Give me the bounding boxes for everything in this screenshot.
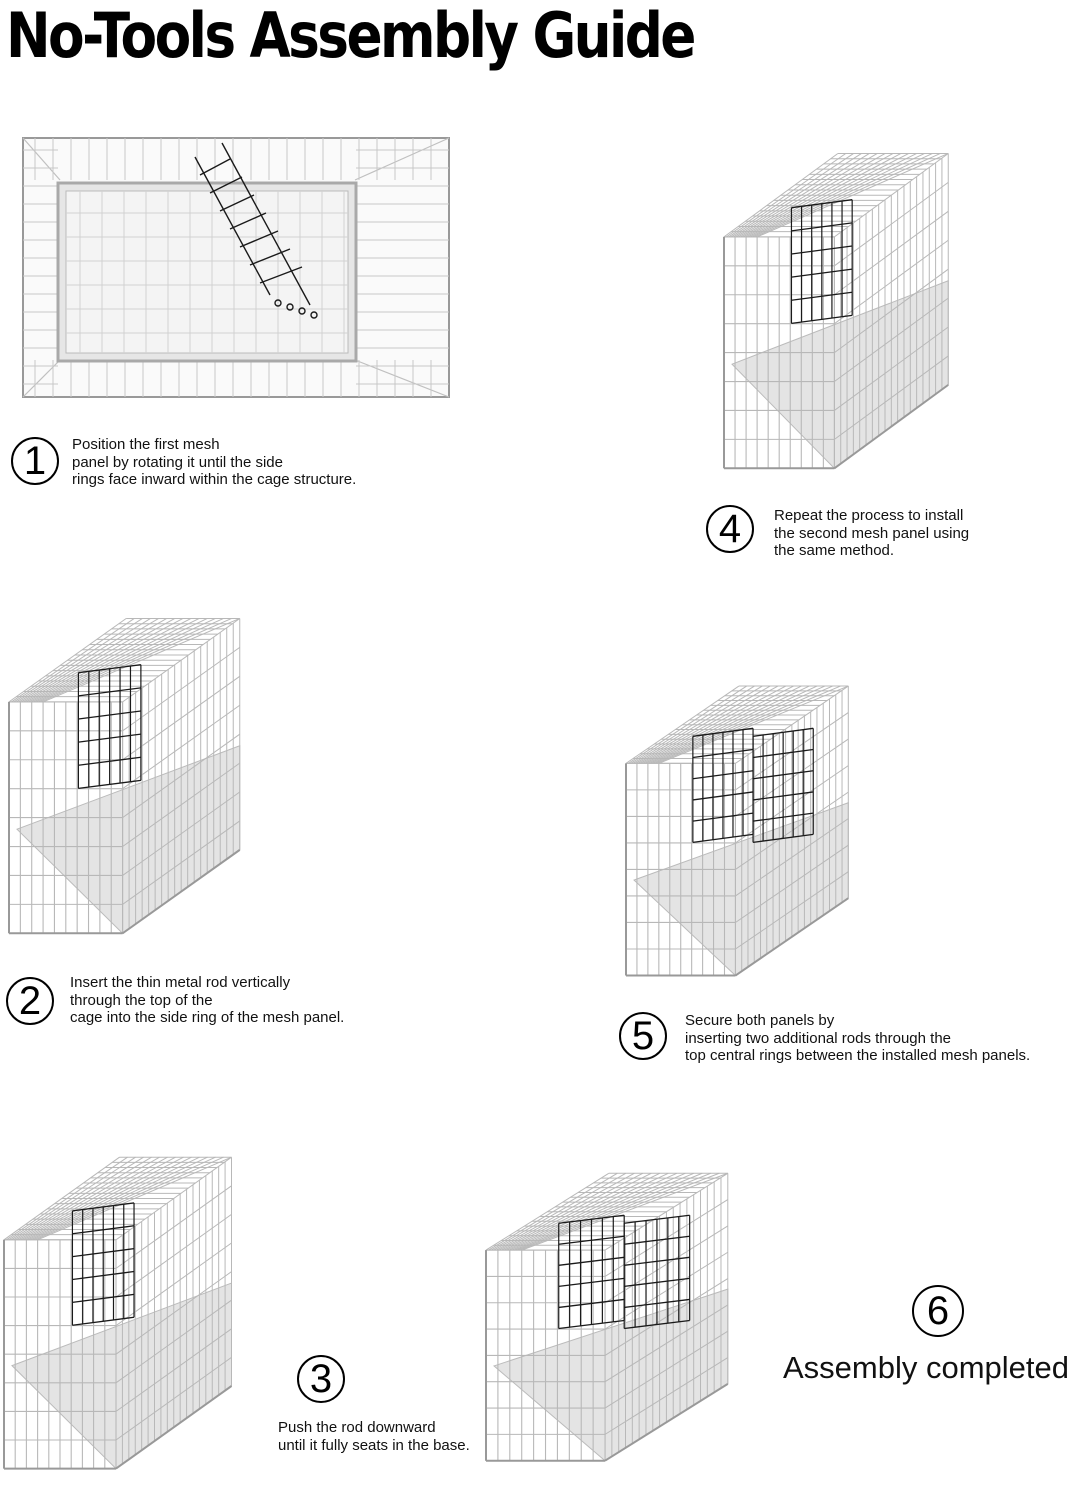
cage-illustration-step-2: [5, 515, 360, 960]
cage-top-view-svg: [20, 135, 452, 400]
step-5-line-1: Secure both panels by: [685, 1012, 835, 1029]
step-3-text: [278, 1419, 470, 1454]
step-1-number: 1: [11, 437, 59, 485]
step-3-line-1: Push the rod downward: [278, 1419, 436, 1436]
step-1-line-2: panel by rotating it until the side: [72, 453, 283, 471]
step-2-line-2: through the top of the: [70, 991, 213, 1009]
step-4-line-3: the same method.: [774, 542, 895, 559]
assembly-completed-label: Assembly completed: [783, 1350, 1070, 1385]
step-6-number: 6: [912, 1285, 964, 1337]
step-1-line-1: Position the first mesh: [72, 436, 220, 453]
cage-illustration-step-5: [622, 592, 964, 1000]
step-3-line-2: until it fully seats in the base.: [278, 1436, 470, 1454]
step-1-text: [72, 436, 356, 489]
cage-3d-svg: [720, 50, 1065, 495]
cage-3d-svg: [622, 592, 964, 1000]
cage-3d-svg: [482, 1080, 854, 1485]
step-2-line-1: Insert the thin metal rod vertically: [70, 974, 291, 991]
step-4-line-1: Repeat the process to install: [774, 507, 964, 524]
step-2-text: [70, 974, 344, 1027]
cage-illustration-step-1: [20, 135, 452, 400]
step-4-text: [774, 507, 969, 560]
step-4-line-2: the second mesh panel using: [774, 524, 970, 542]
cage-3d-svg: [5, 515, 360, 960]
step-1-line-3: rings face inward within the cage structure.: [72, 471, 357, 488]
step-5-number: 5: [619, 1012, 667, 1060]
step-3-number: 3: [297, 1355, 345, 1403]
step-5-line-3: top central rings between the installed mesh panels.: [685, 1047, 1031, 1064]
cage-illustration-step-6: [482, 1080, 854, 1485]
step-2-line-3: cage into the side ring of the mesh panel.: [70, 1009, 345, 1026]
step-4-number: 4: [706, 505, 754, 553]
cage-illustration-step-4: [720, 50, 1065, 495]
step-2-number: 2: [6, 977, 54, 1025]
page-title: No-Tools Assembly Guide: [6, 0, 694, 72]
step-5-text: [685, 1012, 1030, 1065]
step-5-line-2: inserting two additional rods through the: [685, 1029, 952, 1047]
